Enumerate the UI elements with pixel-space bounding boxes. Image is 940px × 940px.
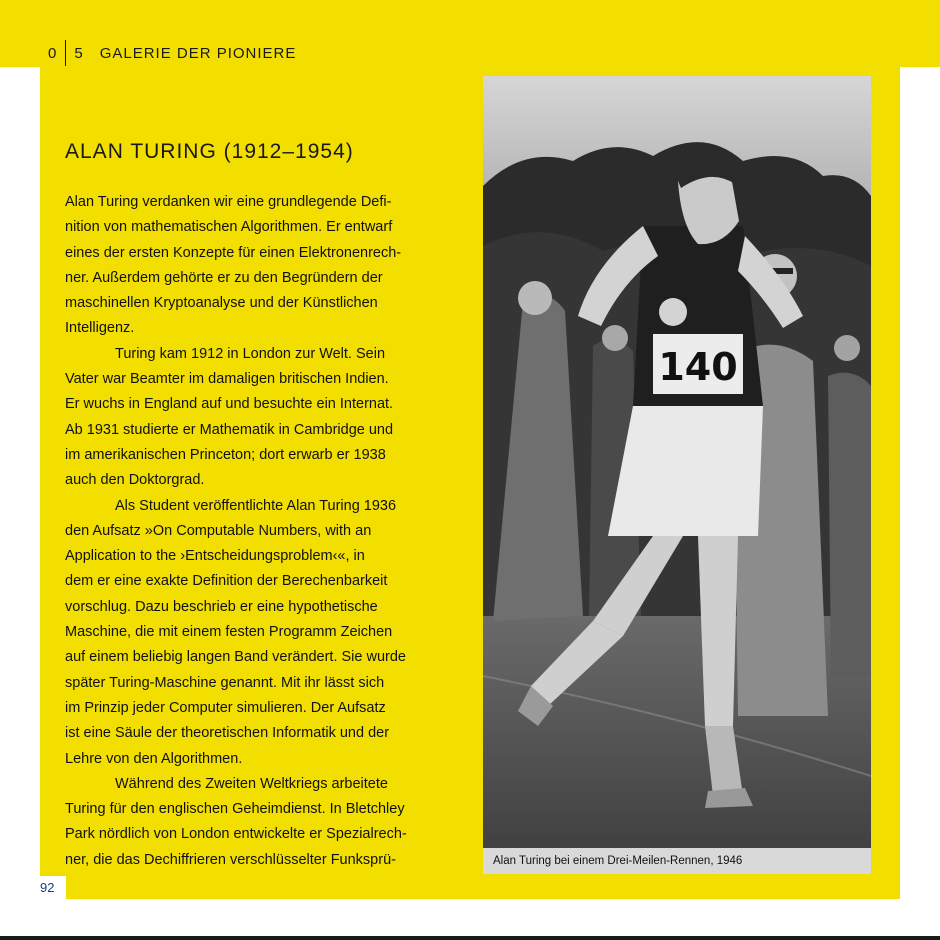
runner-photo	[483, 76, 871, 874]
body-line: Vater war Beamter im damaligen britischen Indien.	[65, 371, 389, 388]
photo-caption: Alan Turing bei einem Drei-Meilen-Rennen, 1946	[483, 848, 871, 874]
body-line: Als Student veröffentlichte Alan Turing 1936	[115, 497, 397, 514]
body-line: vorschlug. Dazu beschrieb er eine hypothetische	[65, 598, 378, 615]
page-number: 92	[40, 876, 66, 900]
body-line: Während des Zweiten Weltkriegs arbeitete	[115, 775, 388, 792]
body-line: nition von mathematischen Algorithmen. Er entwarf	[65, 219, 393, 236]
body-line: im amerikanischen Princeton; dort erwarb er 1938	[65, 446, 386, 463]
chapter-number-digit: 0	[48, 44, 58, 62]
body-line: Application to the ›Entscheidungsproblem‹«, in	[65, 548, 365, 565]
body-line: dem er eine exakte Definition der Berechenbarkeit	[65, 573, 388, 590]
body-line: den Aufsatz »On Computable Numbers, with an	[65, 522, 372, 539]
body-line: eines der ersten Konzepte für einen Elektronenrech-	[65, 244, 402, 261]
body-line: auch den Doktorgrad.	[65, 472, 205, 489]
runner-photo-illustration	[483, 76, 871, 874]
body-line: Turing kam 1912 in London zur Welt. Sein	[115, 345, 386, 362]
body-line: Maschine, die mit einem festen Programm Zeichen	[65, 624, 393, 641]
body-line: ner, die das Dechiffrieren verschlüsselter Funksprü-	[65, 851, 396, 868]
body-line: Lehre von den Algorithmen.	[65, 750, 243, 767]
body-line: im Prinzip jeder Computer simulieren. Der Aufsatz	[65, 699, 386, 716]
chapter-number-digit: 5	[74, 44, 84, 62]
body-line: Alan Turing verdanken wir eine grundlegende Defi-	[65, 194, 392, 210]
bib-number: 140	[658, 345, 738, 389]
section-title: GALERIE DER PIONIERE	[99, 44, 297, 62]
article-title: ALAN TURING (1912–1954)	[65, 140, 354, 163]
running-header	[48, 40, 296, 66]
body-line: Intelligenz.	[65, 320, 135, 337]
article-body	[65, 190, 443, 873]
body-line: ner. Außerdem gehörte er zu den Begründern der	[65, 269, 383, 286]
body-line: maschinellen Kryptoanalyse und der Künstlichen	[65, 295, 378, 312]
body-line: ist eine Säule der theoretischen Informatik und der	[65, 725, 390, 742]
body-line: Er wuchs in England auf und besuchte ein Internat.	[65, 396, 394, 413]
body-line: Ab 1931 studierte er Mathematik in Cambridge und	[65, 421, 394, 438]
body-line: auf einem beliebig langen Band verändert. Sie wurde	[65, 649, 406, 666]
body-line: Park nördlich von London entwickelte er Spezialrech-	[65, 826, 407, 843]
body-line: Turing für den englischen Geheimdienst. In Bletchley	[65, 801, 405, 818]
body-line: später Turing-Maschine genannt. Mit ihr lässt sich	[65, 674, 385, 691]
bottom-divider	[0, 936, 940, 940]
header-divider	[65, 40, 66, 66]
